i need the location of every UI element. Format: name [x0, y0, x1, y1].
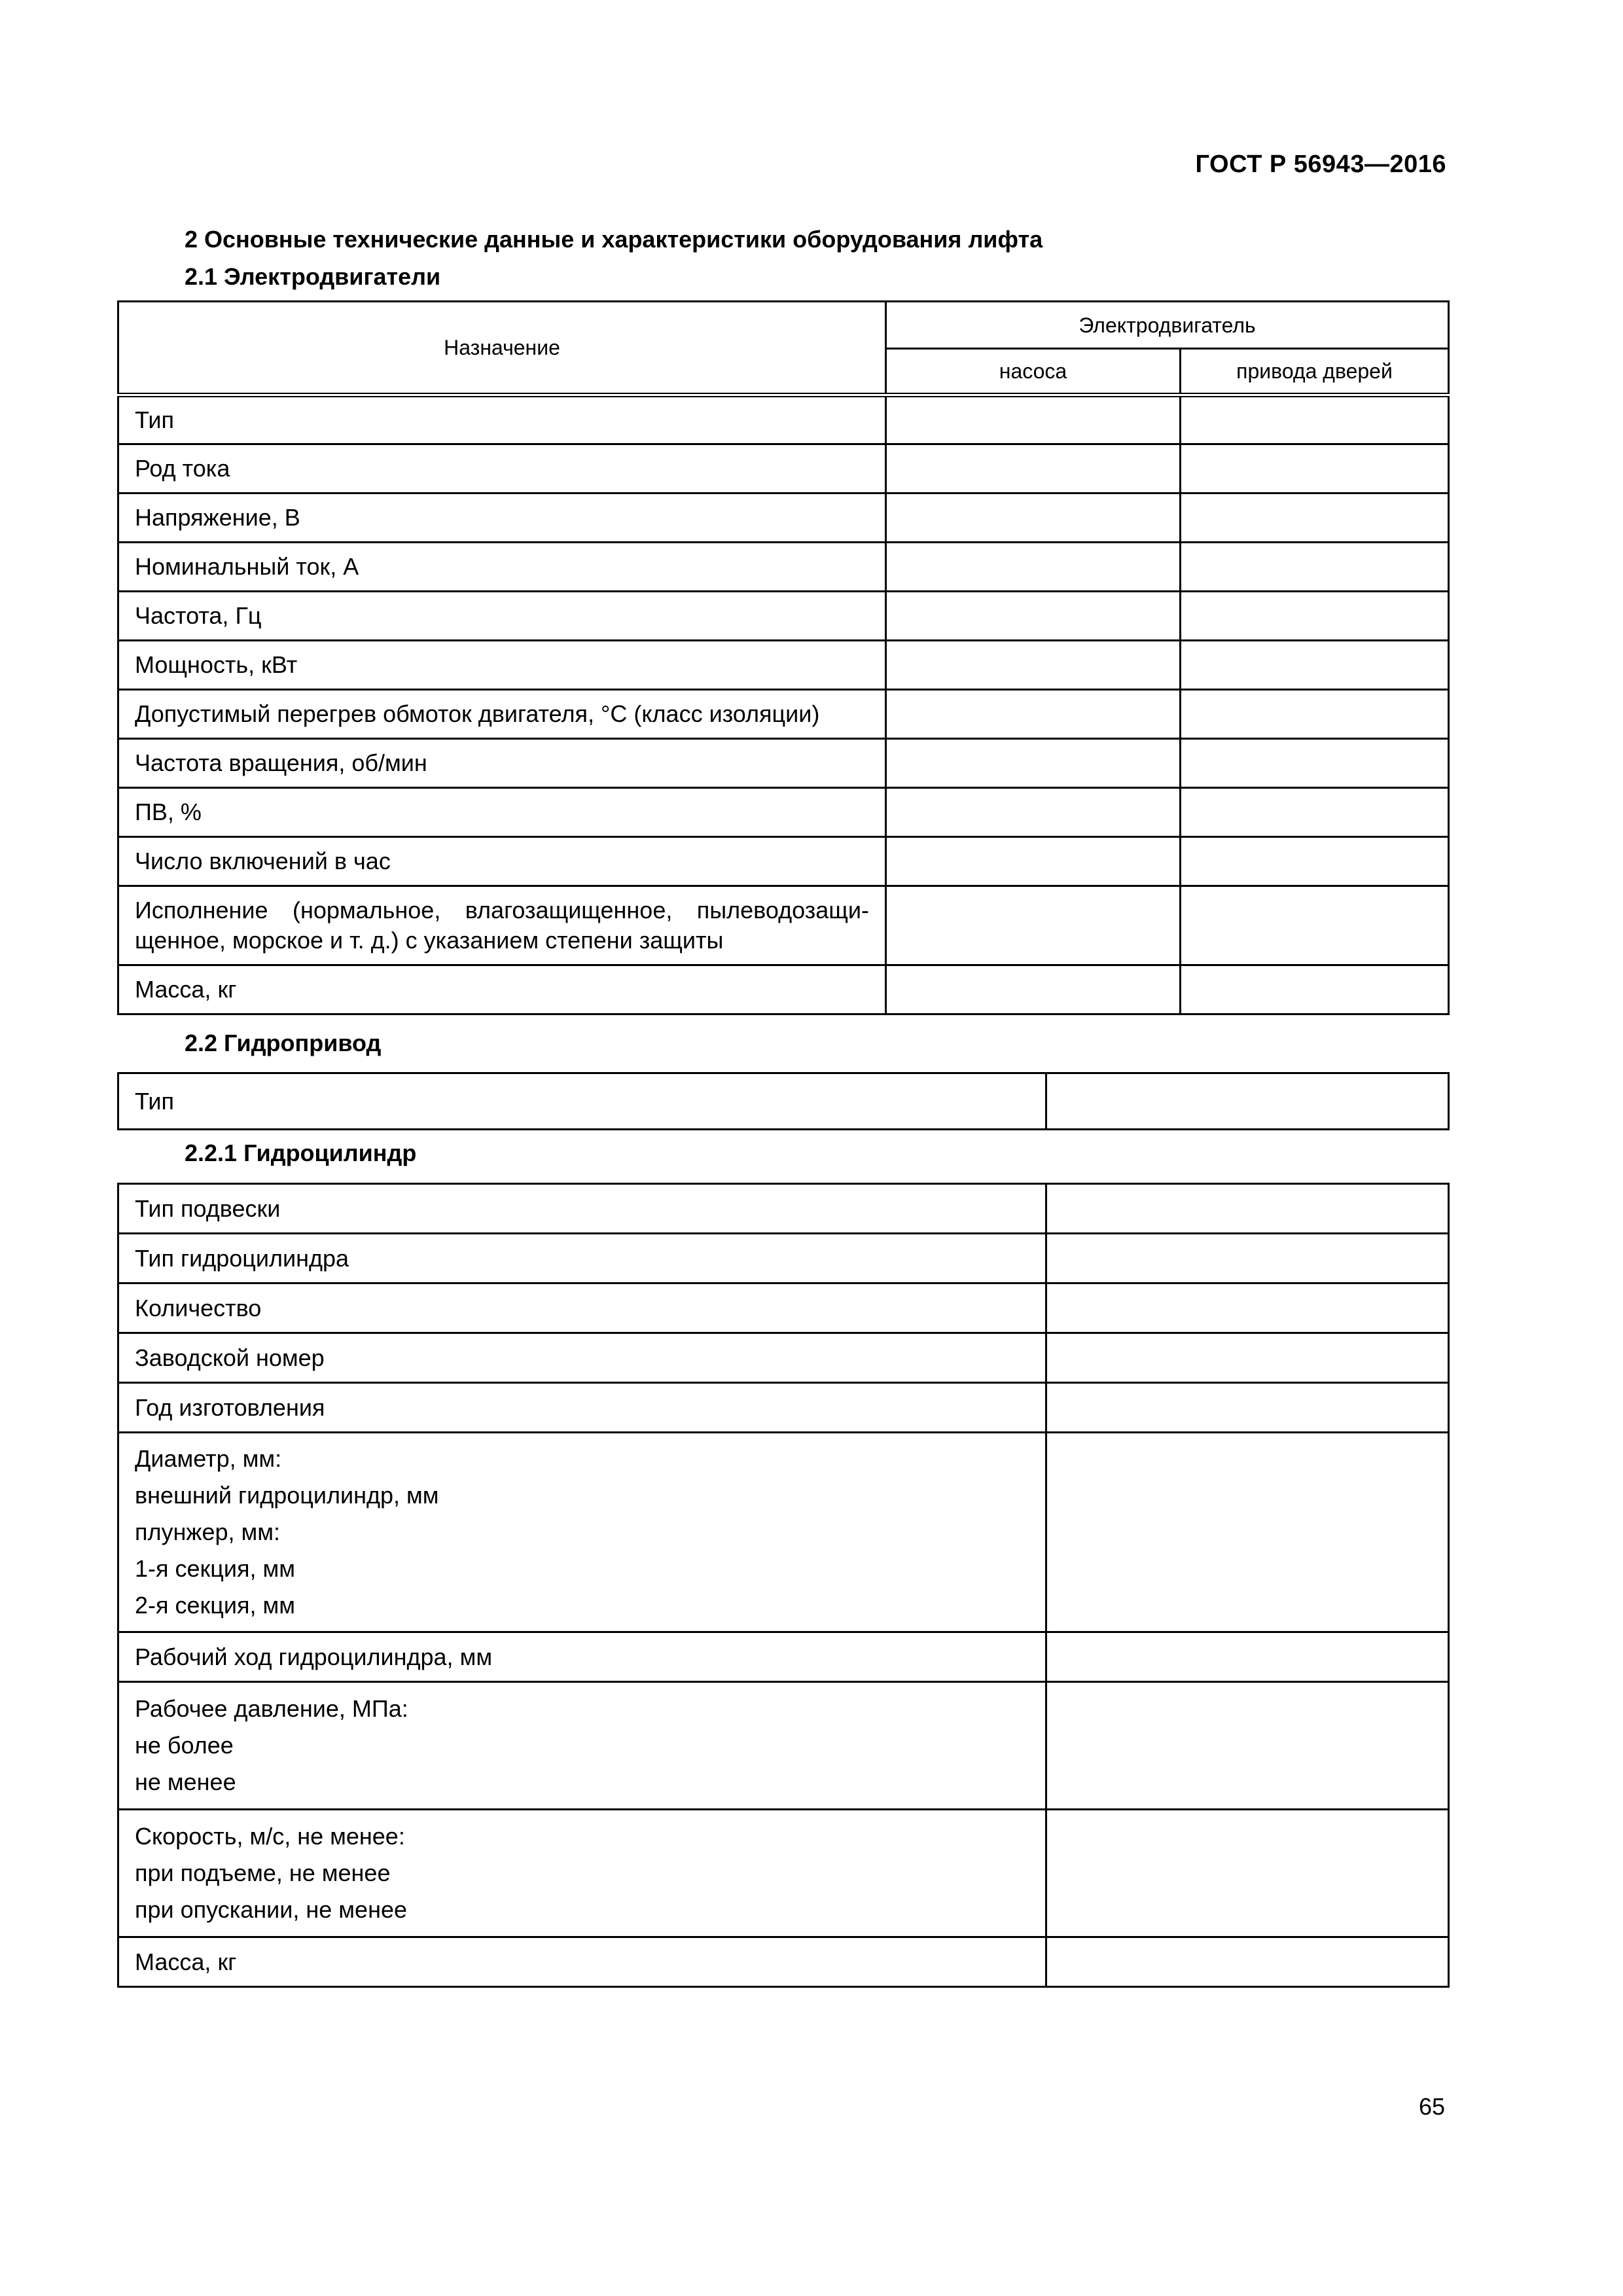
col-doors-header: привода дверей — [1181, 349, 1449, 395]
motor-cell-pump — [886, 739, 1181, 788]
cylinder-cell-value — [1046, 1682, 1449, 1810]
cylinder-cell-value — [1046, 1383, 1449, 1433]
motor-cell-doors — [1181, 965, 1449, 1014]
cylinder-line: внешний гидроцилиндр, мм — [135, 1482, 439, 1509]
motor-cell-pump — [886, 965, 1181, 1014]
motor-row-label: Мощность, кВт — [118, 641, 886, 690]
motor-cell-doors — [1181, 641, 1449, 690]
motor-cell-pump — [886, 788, 1181, 837]
cylinder-row-pressure — [118, 1682, 1046, 1810]
cylinder-cell-value — [1046, 1433, 1449, 1632]
motor-cell-doors — [1181, 493, 1449, 543]
motor-cell-pump — [886, 444, 1181, 493]
cylinder-row-label: Рабочий ход гидроцилиндра, мм — [118, 1632, 1046, 1682]
motor-cell-pump — [886, 837, 1181, 886]
cylinder-table — [117, 1183, 1450, 1988]
cylinder-cell-value — [1046, 1234, 1449, 1283]
cylinder-line: не более — [135, 1732, 234, 1759]
motor-cell-pump — [886, 543, 1181, 592]
motor-cell-pump — [886, 886, 1181, 965]
motor-cell-pump — [886, 641, 1181, 690]
section-heading-2-2-1: 2.2.1 Гидроцилиндр — [185, 1139, 417, 1166]
section-heading-2: 2 Основные технические данные и характеристики оборудования лифта — [185, 226, 1043, 253]
col-motor-group-header: Электродвигатель — [886, 302, 1449, 349]
cylinder-cell-value — [1046, 1333, 1449, 1383]
motor-cell-doors — [1181, 788, 1449, 837]
cylinder-cell-value — [1046, 1810, 1449, 1937]
cylinder-line: 2-я секция, мм — [135, 1592, 296, 1619]
motor-row-label: Исполнение (нормальное, влагозащищенное, пылеводозащи-щенное, морское и т. д.) с указанием степени защиты — [118, 886, 886, 965]
standard-code: ГОСТ Р 56943—2016 — [1195, 151, 1446, 178]
cylinder-line: при подъеме, не менее — [135, 1859, 391, 1886]
cylinder-row-label: Год изготовления — [118, 1383, 1046, 1433]
cylinder-row-diameter — [118, 1433, 1046, 1632]
motor-row-label: Частота вращения, об/мин — [118, 739, 886, 788]
cylinder-line: плунжер, мм: — [135, 1518, 281, 1545]
section-heading-2-2: 2.2 Гидропривод — [185, 1030, 382, 1056]
motor-row-label: Допустимый перегрев обмоток двигателя, °С (класс изоляции) — [118, 690, 886, 739]
motor-cell-doors — [1181, 395, 1449, 444]
motor-cell-doors — [1181, 690, 1449, 739]
col-pump-header: насоса — [886, 349, 1181, 395]
motor-row-label: Масса, кг — [118, 965, 886, 1014]
hydro-row-label: Тип — [118, 1073, 1046, 1130]
cylinder-line: Рабочее давление, МПа: — [135, 1695, 408, 1722]
cylinder-line: при опускании, не менее — [135, 1896, 408, 1923]
cylinder-cell-value — [1046, 1184, 1449, 1234]
motor-row-label: Номинальный ток, А — [118, 543, 886, 592]
hydro-cell-value — [1046, 1073, 1449, 1130]
col-purpose-header: Назначение — [118, 302, 886, 395]
cylinder-row-label: Масса, кг — [118, 1937, 1046, 1987]
section-heading-2-1: 2.1 Электродвигатели — [185, 263, 441, 290]
cylinder-row-speed — [118, 1810, 1046, 1937]
motor-cell-doors — [1181, 739, 1449, 788]
cylinder-line: 1-я секция, мм — [135, 1555, 296, 1582]
cylinder-cell-value — [1046, 1937, 1449, 1987]
cylinder-cell-value — [1046, 1632, 1449, 1682]
cylinder-row-label: Количество — [118, 1283, 1046, 1333]
motors-table — [117, 300, 1450, 1015]
cylinder-line: Скорость, м/с, не менее: — [135, 1823, 405, 1850]
motor-row-label: Число включений в час — [118, 837, 886, 886]
cylinder-line: Диаметр, мм: — [135, 1445, 282, 1472]
motor-row-label: Тип — [118, 395, 886, 444]
cylinder-line: не менее — [135, 1768, 236, 1795]
cylinder-row-label: Тип подвески — [118, 1184, 1046, 1234]
page-number: 65 — [1418, 2093, 1445, 2120]
cylinder-row-label: Заводской номер — [118, 1333, 1046, 1383]
motor-row-label: Частота, Гц — [118, 592, 886, 641]
motor-cell-doors — [1181, 592, 1449, 641]
motor-cell-pump — [886, 395, 1181, 444]
motor-cell-pump — [886, 592, 1181, 641]
motor-cell-pump — [886, 493, 1181, 543]
motor-row-label: Род тока — [118, 444, 886, 493]
cylinder-row-label: Тип гидроцилиндра — [118, 1234, 1046, 1283]
motor-cell-doors — [1181, 444, 1449, 493]
motor-cell-doors — [1181, 543, 1449, 592]
hydro-table — [117, 1072, 1450, 1130]
motor-row-label: ПВ, % — [118, 788, 886, 837]
cylinder-cell-value — [1046, 1283, 1449, 1333]
motor-cell-pump — [886, 690, 1181, 739]
motor-row-label: Напряжение, В — [118, 493, 886, 543]
motor-cell-doors — [1181, 837, 1449, 886]
motor-cell-doors — [1181, 886, 1449, 965]
